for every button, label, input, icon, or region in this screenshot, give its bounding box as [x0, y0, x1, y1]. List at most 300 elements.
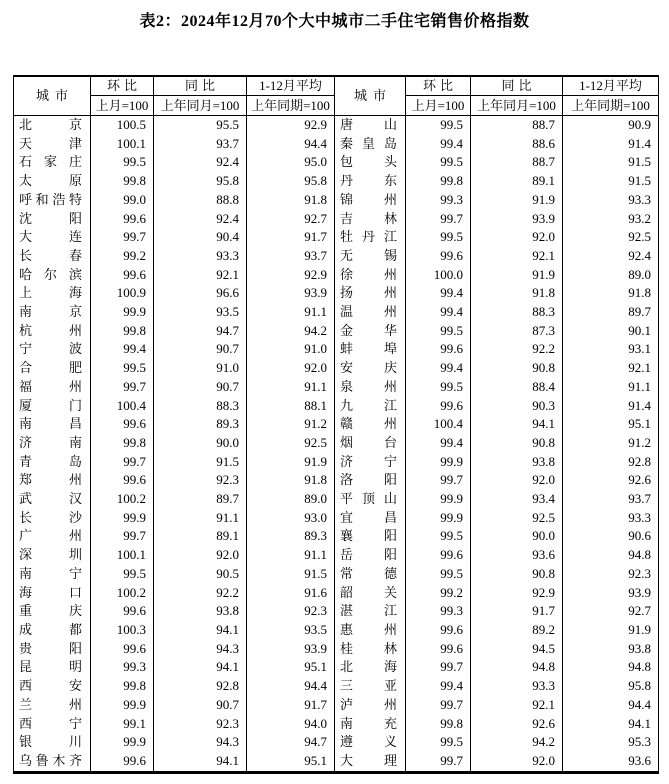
header-city-right: 城市 — [335, 76, 406, 116]
value-cell: 99.0 — [91, 191, 154, 210]
table-row — [14, 228, 659, 247]
value-cell: 92.4 — [563, 247, 659, 266]
value-cell: 99.2 — [406, 584, 471, 603]
value-cell: 93.1 — [563, 340, 659, 359]
value-cell: 93.4 — [471, 490, 563, 509]
value-cell: 91.5 — [154, 453, 247, 472]
value-cell: 99.5 — [91, 153, 154, 172]
value-cell: 92.2 — [471, 340, 563, 359]
header-avg-left: 1-12月平均 — [247, 76, 335, 96]
value-cell: 99.8 — [91, 322, 154, 341]
value-cell: 95.1 — [563, 415, 659, 434]
city-cell: 桂 林 — [335, 640, 406, 659]
value-cell: 90.6 — [563, 527, 659, 546]
table-row — [14, 210, 659, 229]
value-cell: 91.8 — [563, 284, 659, 303]
value-cell: 88.6 — [471, 135, 563, 154]
table-header — [14, 76, 659, 116]
value-cell: 89.0 — [563, 266, 659, 285]
city-cell: 蚌 埠 — [335, 340, 406, 359]
value-cell: 89.7 — [563, 303, 659, 322]
value-cell: 93.5 — [154, 303, 247, 322]
value-cell: 91.7 — [247, 696, 335, 715]
city-cell: 岳 阳 — [335, 546, 406, 565]
value-cell: 94.4 — [247, 677, 335, 696]
value-cell: 100.5 — [91, 116, 154, 135]
city-cell: 郑 州 — [14, 471, 91, 490]
value-cell: 91.0 — [154, 359, 247, 378]
table-row — [14, 415, 659, 434]
city-cell: 秦 皇 岛 — [335, 135, 406, 154]
value-cell: 89.2 — [471, 621, 563, 640]
city-cell: 长 沙 — [14, 509, 91, 528]
city-cell: 上 海 — [14, 284, 91, 303]
table-title: 表2：2024年12月70个大中城市二手住宅销售价格指数 — [139, 13, 530, 30]
value-cell: 99.7 — [91, 453, 154, 472]
value-cell: 99.7 — [406, 471, 471, 490]
value-cell: 100.0 — [406, 266, 471, 285]
value-cell: 99.9 — [91, 733, 154, 752]
value-cell: 94.3 — [154, 733, 247, 752]
value-cell: 93.7 — [247, 247, 335, 266]
value-cell: 100.1 — [91, 135, 154, 154]
value-cell: 94.3 — [154, 640, 247, 659]
value-cell: 92.5 — [471, 509, 563, 528]
value-cell: 100.3 — [91, 621, 154, 640]
value-cell: 95.5 — [154, 116, 247, 135]
city-cell: 杭 州 — [14, 322, 91, 341]
value-cell: 91.5 — [563, 153, 659, 172]
value-cell: 95.8 — [563, 677, 659, 696]
city-cell: 唐 山 — [335, 116, 406, 135]
city-cell: 徐 州 — [335, 266, 406, 285]
value-cell: 89.3 — [154, 415, 247, 434]
value-cell: 94.8 — [563, 658, 659, 677]
city-cell: 吉 林 — [335, 210, 406, 229]
value-cell: 99.7 — [91, 527, 154, 546]
value-cell: 92.8 — [563, 453, 659, 472]
city-cell: 常 德 — [335, 565, 406, 584]
value-cell: 99.7 — [406, 752, 471, 772]
table-row — [14, 135, 659, 154]
value-cell: 99.9 — [91, 696, 154, 715]
value-cell: 90.4 — [154, 228, 247, 247]
value-cell: 89.0 — [247, 490, 335, 509]
value-cell: 99.9 — [406, 453, 471, 472]
value-cell: 99.8 — [91, 677, 154, 696]
table-row — [14, 490, 659, 509]
city-cell: 南 宁 — [14, 565, 91, 584]
city-cell: 哈 尔 滨 — [14, 266, 91, 285]
value-cell: 99.4 — [406, 284, 471, 303]
table-row — [14, 715, 659, 734]
city-cell: 南 充 — [335, 715, 406, 734]
value-cell: 93.7 — [563, 490, 659, 509]
value-cell: 91.1 — [247, 546, 335, 565]
table-row — [14, 733, 659, 752]
city-cell: 北 京 — [14, 116, 91, 135]
value-cell: 92.3 — [247, 602, 335, 621]
table-row — [14, 546, 659, 565]
city-cell: 天 津 — [14, 135, 91, 154]
city-cell: 三 亚 — [335, 677, 406, 696]
value-cell: 91.1 — [247, 303, 335, 322]
value-cell: 91.2 — [563, 434, 659, 453]
value-cell: 100.1 — [91, 546, 154, 565]
value-cell: 99.8 — [91, 434, 154, 453]
city-cell: 九 江 — [335, 397, 406, 416]
value-cell: 99.5 — [406, 116, 471, 135]
value-cell: 92.0 — [247, 359, 335, 378]
value-cell: 92.7 — [247, 210, 335, 229]
value-cell: 100.4 — [406, 415, 471, 434]
value-cell: 89.1 — [471, 172, 563, 191]
value-cell: 87.3 — [471, 322, 563, 341]
value-cell: 94.4 — [563, 696, 659, 715]
value-cell: 94.7 — [247, 733, 335, 752]
city-cell: 南 京 — [14, 303, 91, 322]
value-cell: 89.7 — [154, 490, 247, 509]
table-row — [14, 378, 659, 397]
value-cell: 92.7 — [563, 602, 659, 621]
value-cell: 99.3 — [91, 658, 154, 677]
value-cell: 99.6 — [91, 752, 154, 772]
value-cell: 99.6 — [406, 546, 471, 565]
value-cell: 91.9 — [471, 266, 563, 285]
city-cell: 包 头 — [335, 153, 406, 172]
city-cell: 乌 鲁 木 齐 — [14, 752, 91, 772]
value-cell: 99.6 — [406, 621, 471, 640]
value-cell: 99.6 — [91, 640, 154, 659]
city-cell: 银 川 — [14, 733, 91, 752]
value-cell: 99.3 — [406, 602, 471, 621]
table-row — [14, 527, 659, 546]
header-yoy-right: 同比 — [471, 76, 563, 96]
table-row — [14, 172, 659, 191]
city-cell: 济 南 — [14, 434, 91, 453]
city-cell: 大 理 — [335, 752, 406, 772]
value-cell: 99.6 — [91, 415, 154, 434]
value-cell: 88.3 — [154, 397, 247, 416]
header-row-top — [14, 76, 659, 96]
table-row — [14, 397, 659, 416]
value-cell: 93.3 — [471, 677, 563, 696]
city-cell: 长 春 — [14, 247, 91, 266]
header-yoy-base-left: 上年同月=100 — [154, 96, 247, 116]
value-cell: 99.6 — [406, 640, 471, 659]
table-row — [14, 303, 659, 322]
table-row — [14, 453, 659, 472]
value-cell: 92.1 — [154, 266, 247, 285]
table-row — [14, 621, 659, 640]
value-cell: 92.9 — [247, 116, 335, 135]
city-cell: 安 庆 — [335, 359, 406, 378]
value-cell: 96.6 — [154, 284, 247, 303]
value-cell: 91.8 — [247, 471, 335, 490]
value-cell: 92.1 — [471, 696, 563, 715]
city-cell: 丹 东 — [335, 172, 406, 191]
header-city-left: 城市 — [14, 76, 91, 116]
value-cell: 99.4 — [406, 434, 471, 453]
value-cell: 94.1 — [154, 752, 247, 772]
city-cell: 厦 门 — [14, 397, 91, 416]
city-cell: 南 昌 — [14, 415, 91, 434]
value-cell: 99.6 — [91, 266, 154, 285]
value-cell: 99.9 — [91, 303, 154, 322]
table-row — [14, 191, 659, 210]
value-cell: 90.1 — [563, 322, 659, 341]
value-cell: 91.1 — [247, 378, 335, 397]
value-cell: 99.2 — [91, 247, 154, 266]
value-cell: 94.2 — [247, 322, 335, 341]
city-cell: 贵 阳 — [14, 640, 91, 659]
value-cell: 93.5 — [247, 621, 335, 640]
value-cell: 93.7 — [154, 135, 247, 154]
value-cell: 92.8 — [154, 677, 247, 696]
value-cell: 92.9 — [247, 266, 335, 285]
value-cell: 92.1 — [563, 359, 659, 378]
value-cell: 92.3 — [154, 715, 247, 734]
value-cell: 93.3 — [563, 191, 659, 210]
value-cell: 93.8 — [154, 602, 247, 621]
city-cell: 石 家 庄 — [14, 153, 91, 172]
city-cell: 温 州 — [335, 303, 406, 322]
city-cell: 湛 江 — [335, 602, 406, 621]
value-cell: 99.7 — [406, 210, 471, 229]
table-row — [14, 340, 659, 359]
header-avg-right: 1-12月平均 — [563, 76, 659, 96]
value-cell: 93.0 — [247, 509, 335, 528]
header-mom-left: 环比 — [91, 76, 154, 96]
value-cell: 89.1 — [154, 527, 247, 546]
value-cell: 94.2 — [471, 733, 563, 752]
table-row — [14, 247, 659, 266]
value-cell: 93.6 — [471, 546, 563, 565]
value-cell: 94.8 — [471, 658, 563, 677]
header-mom-base-left: 上月=100 — [91, 96, 154, 116]
value-cell: 88.7 — [471, 153, 563, 172]
table-row — [14, 602, 659, 621]
value-cell: 99.8 — [406, 715, 471, 734]
city-cell: 成 都 — [14, 621, 91, 640]
value-cell: 93.9 — [471, 210, 563, 229]
city-cell: 呼 和 浩 特 — [14, 191, 91, 210]
value-cell: 99.6 — [91, 602, 154, 621]
value-cell: 91.9 — [563, 621, 659, 640]
city-cell: 无 锡 — [335, 247, 406, 266]
value-cell: 88.4 — [471, 378, 563, 397]
value-cell: 99.7 — [91, 228, 154, 247]
value-cell: 94.4 — [247, 135, 335, 154]
value-cell: 94.5 — [471, 640, 563, 659]
city-cell: 宜 昌 — [335, 509, 406, 528]
value-cell: 99.8 — [91, 172, 154, 191]
city-cell: 扬 州 — [335, 284, 406, 303]
table-row — [14, 565, 659, 584]
table-row — [14, 153, 659, 172]
city-cell: 福 州 — [14, 378, 91, 397]
value-cell: 91.7 — [247, 228, 335, 247]
value-cell: 99.6 — [406, 340, 471, 359]
value-cell: 92.0 — [471, 752, 563, 772]
table-row — [14, 509, 659, 528]
value-cell: 91.6 — [247, 584, 335, 603]
value-cell: 99.9 — [91, 509, 154, 528]
value-cell: 99.3 — [406, 191, 471, 210]
city-cell: 昆 明 — [14, 658, 91, 677]
table-row — [14, 677, 659, 696]
value-cell: 93.8 — [471, 453, 563, 472]
value-cell: 99.6 — [406, 397, 471, 416]
value-cell: 91.9 — [247, 453, 335, 472]
city-cell: 武 汉 — [14, 490, 91, 509]
value-cell: 90.9 — [563, 116, 659, 135]
header-mom-base-right: 上月=100 — [406, 96, 471, 116]
value-cell: 99.5 — [406, 228, 471, 247]
value-cell: 93.2 — [563, 210, 659, 229]
city-cell: 重 庆 — [14, 602, 91, 621]
value-cell: 95.3 — [563, 733, 659, 752]
city-cell: 金 华 — [335, 322, 406, 341]
value-cell: 94.0 — [247, 715, 335, 734]
value-cell: 91.9 — [471, 191, 563, 210]
value-cell: 95.1 — [247, 752, 335, 772]
value-cell: 92.0 — [471, 228, 563, 247]
value-cell: 88.3 — [471, 303, 563, 322]
value-cell: 92.5 — [247, 434, 335, 453]
value-cell: 99.5 — [406, 565, 471, 584]
value-cell: 99.4 — [406, 359, 471, 378]
value-cell: 90.8 — [471, 434, 563, 453]
value-cell: 99.5 — [406, 733, 471, 752]
value-cell: 90.7 — [154, 696, 247, 715]
price-index-table — [13, 75, 659, 774]
value-cell: 99.6 — [91, 471, 154, 490]
value-cell: 99.4 — [406, 135, 471, 154]
header-avg-base-left: 上年同期=100 — [247, 96, 335, 116]
value-cell: 100.9 — [91, 284, 154, 303]
table-row — [14, 434, 659, 453]
table-row — [14, 584, 659, 603]
value-cell: 89.3 — [247, 527, 335, 546]
value-cell: 94.1 — [563, 715, 659, 734]
value-cell: 92.6 — [563, 471, 659, 490]
value-cell: 88.1 — [247, 397, 335, 416]
city-cell: 北 海 — [335, 658, 406, 677]
table-row — [14, 658, 659, 677]
header-avg-base-right: 上年同期=100 — [563, 96, 659, 116]
city-cell: 遵 义 — [335, 733, 406, 752]
city-cell: 太 原 — [14, 172, 91, 191]
value-cell: 99.9 — [406, 490, 471, 509]
value-cell: 90.7 — [154, 378, 247, 397]
city-cell: 泉 州 — [335, 378, 406, 397]
table-row — [14, 116, 659, 135]
value-cell: 93.9 — [247, 640, 335, 659]
city-cell: 济 宁 — [335, 453, 406, 472]
value-cell: 99.9 — [406, 509, 471, 528]
value-cell: 99.7 — [406, 658, 471, 677]
value-cell: 92.0 — [154, 546, 247, 565]
header-yoy-base-right: 上年同月=100 — [471, 96, 563, 116]
table-row — [14, 359, 659, 378]
value-cell: 90.5 — [154, 565, 247, 584]
value-cell: 94.1 — [471, 415, 563, 434]
value-cell: 100.4 — [91, 397, 154, 416]
city-cell: 西 安 — [14, 677, 91, 696]
value-cell: 90.0 — [471, 527, 563, 546]
table-row — [14, 752, 659, 772]
value-cell: 94.1 — [154, 658, 247, 677]
value-cell: 90.3 — [471, 397, 563, 416]
value-cell: 99.5 — [406, 322, 471, 341]
city-cell: 襄 阳 — [335, 527, 406, 546]
value-cell: 95.8 — [247, 172, 335, 191]
value-cell: 92.3 — [563, 565, 659, 584]
city-cell: 西 宁 — [14, 715, 91, 734]
value-cell: 93.3 — [563, 509, 659, 528]
value-cell: 92.6 — [471, 715, 563, 734]
value-cell: 92.0 — [471, 471, 563, 490]
value-cell: 99.5 — [91, 359, 154, 378]
value-cell: 100.2 — [91, 490, 154, 509]
value-cell: 92.9 — [471, 584, 563, 603]
value-cell: 95.8 — [154, 172, 247, 191]
value-cell: 91.2 — [247, 415, 335, 434]
value-cell: 90.8 — [471, 565, 563, 584]
city-cell: 沈 阳 — [14, 210, 91, 229]
value-cell: 91.5 — [563, 172, 659, 191]
value-cell: 91.4 — [563, 397, 659, 416]
table-body — [14, 116, 659, 773]
value-cell: 93.9 — [563, 584, 659, 603]
value-cell: 99.4 — [406, 677, 471, 696]
city-cell: 锦 州 — [335, 191, 406, 210]
city-cell: 惠 州 — [335, 621, 406, 640]
city-cell: 兰 州 — [14, 696, 91, 715]
city-cell: 青 岛 — [14, 453, 91, 472]
value-cell: 88.7 — [471, 116, 563, 135]
table-row — [14, 471, 659, 490]
value-cell: 90.8 — [471, 359, 563, 378]
value-cell: 99.6 — [406, 247, 471, 266]
value-cell: 92.3 — [154, 471, 247, 490]
city-cell: 大 连 — [14, 228, 91, 247]
table-row — [14, 266, 659, 285]
value-cell: 95.1 — [247, 658, 335, 677]
value-cell: 91.1 — [563, 378, 659, 397]
value-cell: 99.4 — [91, 340, 154, 359]
value-cell: 91.5 — [247, 565, 335, 584]
value-cell: 90.0 — [154, 434, 247, 453]
value-cell: 92.1 — [471, 247, 563, 266]
value-cell: 93.8 — [563, 640, 659, 659]
value-cell: 99.8 — [406, 172, 471, 191]
city-cell: 深 圳 — [14, 546, 91, 565]
value-cell: 88.8 — [154, 191, 247, 210]
city-cell: 牡 丹 江 — [335, 228, 406, 247]
value-cell: 91.1 — [154, 509, 247, 528]
value-cell: 91.0 — [247, 340, 335, 359]
value-cell: 93.9 — [247, 284, 335, 303]
city-cell: 合 肥 — [14, 359, 91, 378]
value-cell: 91.4 — [563, 135, 659, 154]
table-row — [14, 640, 659, 659]
value-cell: 92.5 — [563, 228, 659, 247]
value-cell: 90.7 — [154, 340, 247, 359]
value-cell: 91.8 — [247, 191, 335, 210]
value-cell: 99.7 — [406, 696, 471, 715]
